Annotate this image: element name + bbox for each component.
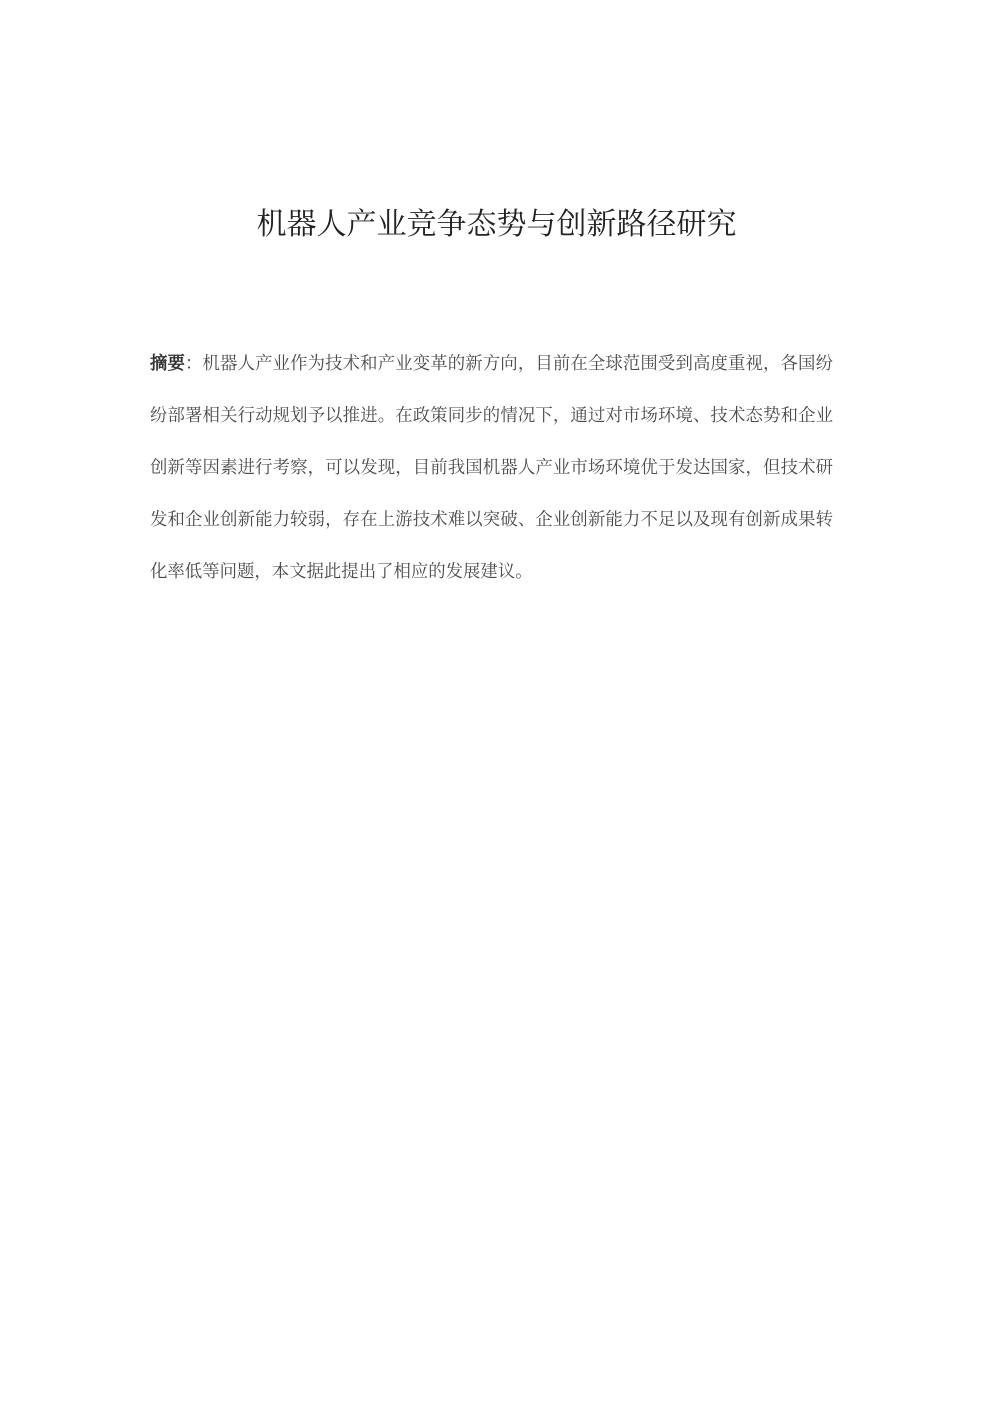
abstract-separator: ： (185, 354, 203, 375)
abstract-paragraph (150, 338, 833, 598)
abstract-text: 机器人产业作为技术和产业变革的新方向，目前在全球范围受到高度重视，各国纷纷部署相关行动规划予以推进。在政策同步的情况下，通过对市场环境、技术态势和企业创新等因素进行考察，可以发现，目前我国机器人产业市场环境优于发达国家，但技术研发和企业创新能力较弱，存在上游技术难以突破、企业创新能力不足以及现有创新成果转化率低等问题，本文据此提出了相应的发展建议。 (150, 354, 833, 583)
abstract-label: 摘要 (150, 354, 186, 375)
document-title: 机器人产业竞争态势与创新路径研究 (256, 207, 737, 243)
